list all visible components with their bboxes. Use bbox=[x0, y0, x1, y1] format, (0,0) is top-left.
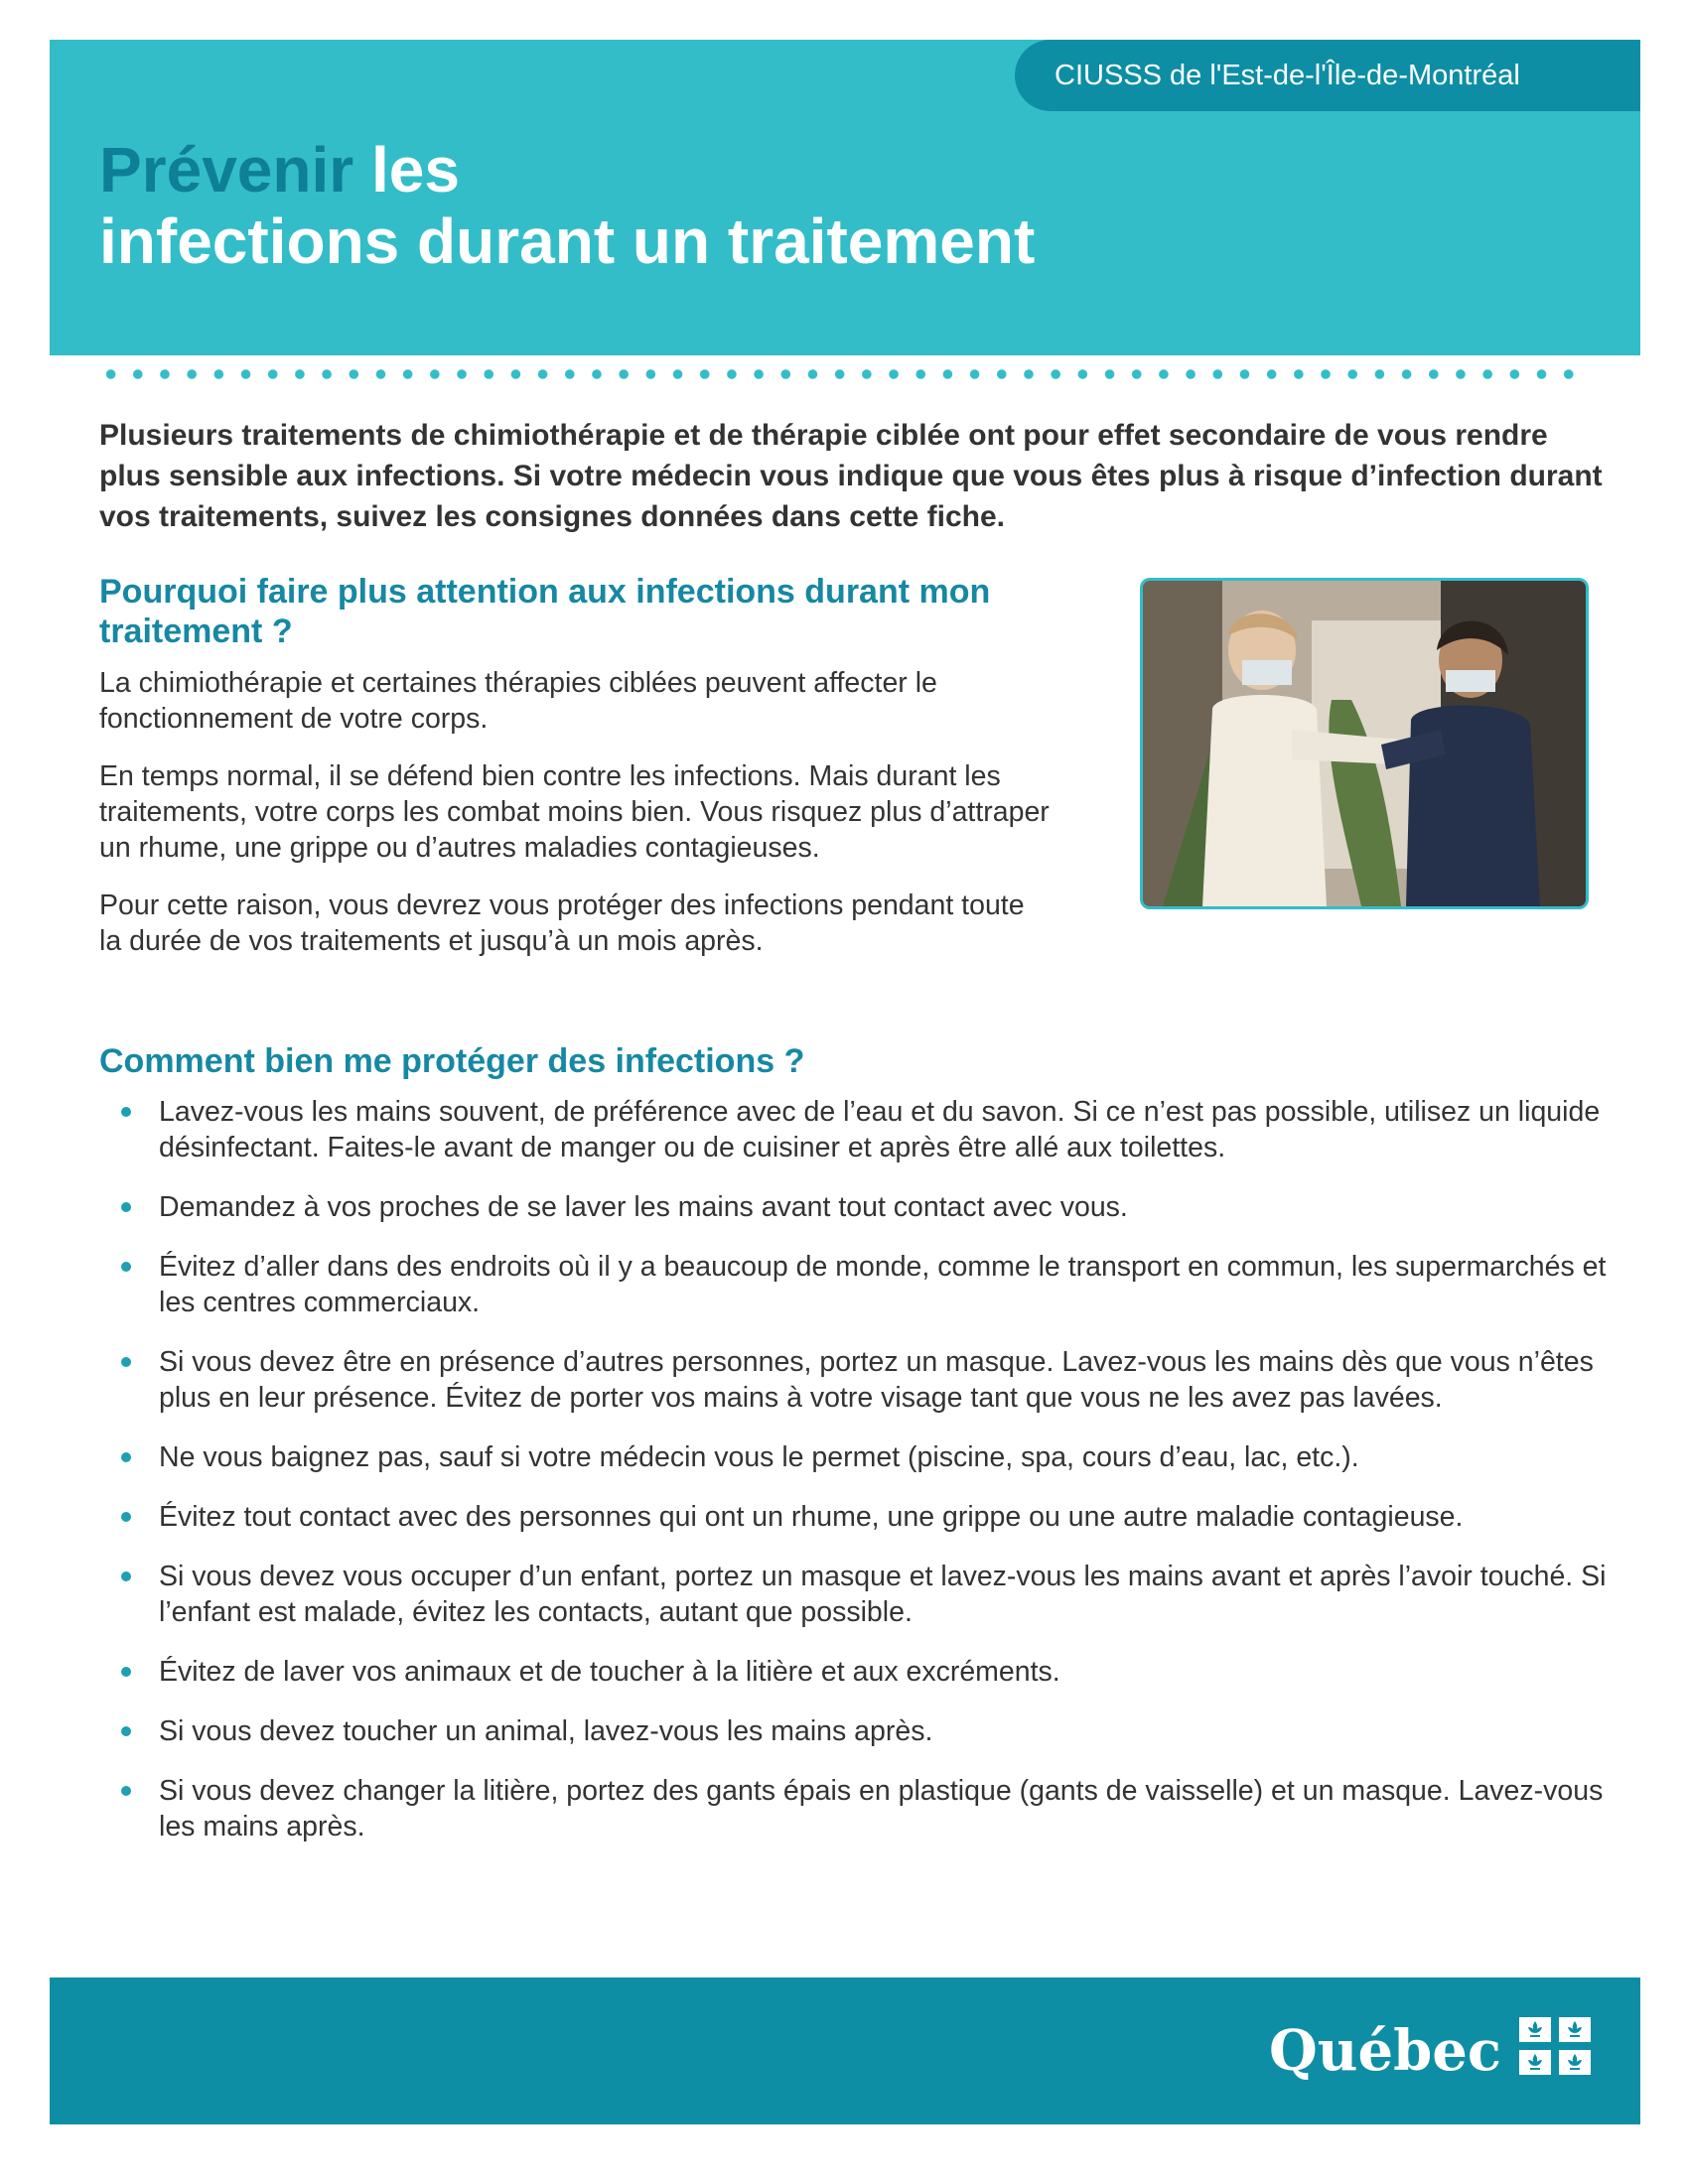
header-banner bbox=[50, 40, 1640, 355]
section-why-paragraph: Pour cette raison, vous devrez vous protéger des infections pendant toute la durée de vos traitements et jusqu’à un mois après. bbox=[99, 889, 1025, 957]
list-item-text: Évitez de laver vos animaux et de toucher à la litière et aux excréments. bbox=[159, 1656, 1060, 1688]
bullet-icon bbox=[121, 1262, 131, 1272]
page-title bbox=[99, 134, 1035, 277]
section-why-paragraph: La chimiothérapie et certaines thérapies ciblées peuvent affecter le fonctionnement de votre corps. bbox=[99, 667, 937, 735]
list-item-text: Si vous devez changer la litière, portez des gants épais en plastique (gants de vaisselle) et un masque. Lavez-vous les mains après. bbox=[159, 1775, 1604, 1843]
bullet-icon bbox=[121, 1786, 131, 1796]
list-item bbox=[121, 1094, 1611, 1165]
section-why-body bbox=[99, 665, 1053, 981]
photo-illustration bbox=[1143, 581, 1586, 906]
list-item-text: Demandez à vos proches de se laver les mains avant tout contact avec vous. bbox=[159, 1191, 1128, 1223]
list-item bbox=[121, 1344, 1611, 1416]
list-item-text: Si vous devez être en présence d’autres personnes, portez un masque. Lavez-vous les mains dès que vous n’êtes plus en leur présence. Évitez de porter vos mains à votre visage tant que vous ne les avez pas lavées. bbox=[159, 1346, 1594, 1414]
quebec-flag-icon bbox=[1519, 2017, 1591, 2075]
list-item bbox=[121, 1654, 1611, 1690]
list-item-text: Si vous devez toucher un animal, lavez-vous les mains après. bbox=[159, 1715, 933, 1747]
list-item-text: Évitez d’aller dans des endroits où il y a beaucoup de monde, comme le transport en commun, les supermarchés et les centres commerciaux. bbox=[159, 1251, 1607, 1318]
title-rest: les bbox=[353, 134, 460, 205]
quebec-logo-text: Québec bbox=[1268, 2018, 1501, 2084]
bullet-icon bbox=[121, 1667, 131, 1677]
section-why-paragraph: En temps normal, il se défend bien contre les infections. Mais durant les traitements, votre corps les combat moins bien. Vous risquez plus d’attraper un rhume, une grippe ou d’autres maladies contagieuses. bbox=[99, 760, 1050, 864]
elbow-greeting-photo bbox=[1140, 578, 1589, 909]
list-item bbox=[121, 1713, 1611, 1749]
list-item bbox=[121, 1773, 1611, 1844]
bullet-icon bbox=[121, 1571, 131, 1581]
list-item-text: Ne vous baignez pas, sauf si votre médecin vous le permet (piscine, spa, cours d’eau, lac, etc.). bbox=[159, 1441, 1359, 1473]
list-item bbox=[121, 1189, 1611, 1225]
bullet-icon bbox=[121, 1726, 131, 1736]
intro-paragraph: Plusieurs traitements de chimiothérapie et de thérapie ciblée ont pour effet secondaire de vous rendre plus sensible aux infections. Si votre médecin vous indique que vous êtes plus à risque d’infection durant vos traitements, suivez les consignes données dans cette fiche. bbox=[99, 419, 1603, 533]
bullet-icon bbox=[121, 1357, 131, 1367]
list-item-text: Lavez-vous les mains souvent, de préférence avec de l’eau et du savon. Si ce n’est pas possible, utilisez un liquide désinfectant. Faites-le avant de manger ou de cuisiner et après être allé aux toilettes. bbox=[159, 1096, 1601, 1163]
prevention-list bbox=[121, 1094, 1611, 1868]
title-line2: infections durant un traitement bbox=[99, 205, 1036, 277]
bullet-icon bbox=[121, 1107, 131, 1117]
footer-banner bbox=[50, 1978, 1640, 2124]
list-item bbox=[121, 1249, 1611, 1320]
list-item bbox=[121, 1499, 1611, 1535]
bullet-icon bbox=[121, 1202, 131, 1212]
list-item-text: Si vous devez vous occuper d’un enfant, portez un masque et lavez-vous les mains avant et après l’avoir touché. Si l’enfant est malade, évitez les contacts, autant que possible. bbox=[159, 1561, 1607, 1628]
bullet-icon bbox=[121, 1512, 131, 1522]
section-why-heading: Pourquoi faire plus attention aux infections durant mon traitement ? bbox=[99, 573, 991, 650]
section-how-heading: Comment bien me protéger des infections ? bbox=[99, 1042, 805, 1080]
bullet-icon bbox=[121, 1452, 131, 1462]
dotted-divider bbox=[97, 369, 1587, 379]
list-item bbox=[121, 1559, 1611, 1630]
organization-tab: CIUSSS de l'Est-de-l'Île-de-Montréal bbox=[1015, 40, 1640, 111]
title-accent: Prévenir bbox=[99, 134, 354, 205]
list-item-text: Évitez tout contact avec des personnes qui ont un rhume, une grippe ou une autre maladie contagieuse. bbox=[159, 1501, 1464, 1533]
list-item bbox=[121, 1439, 1611, 1475]
